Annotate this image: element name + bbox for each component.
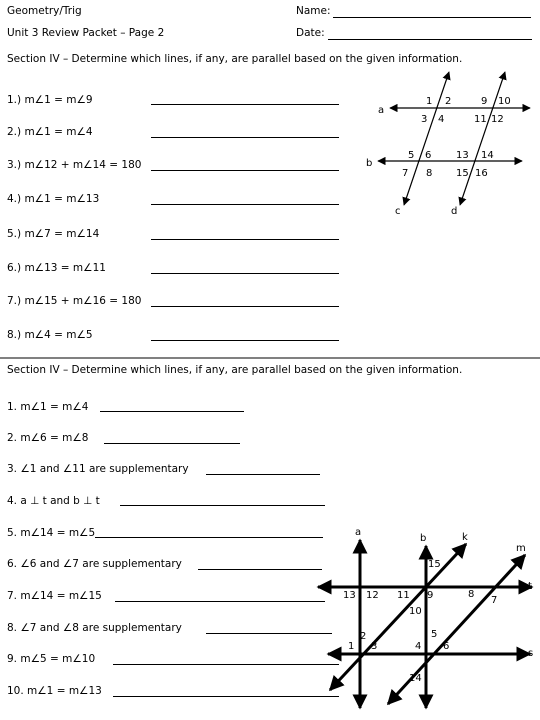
angle-label: 11 xyxy=(474,114,487,125)
answer-line-2-2[interactable] xyxy=(104,443,240,444)
line-label-k: k xyxy=(462,532,468,543)
line-c xyxy=(404,72,452,205)
angle-label: 1 xyxy=(348,641,355,652)
question-1-1: 1.) m∠1 = m∠9 xyxy=(7,94,93,106)
line-label-a: a xyxy=(355,527,362,538)
angle-label: 14 xyxy=(481,150,494,161)
question-2-3: 3. ∠1 and ∠11 are supplementary xyxy=(7,463,189,475)
date-label: Date: xyxy=(296,27,325,39)
answer-line-2-6[interactable] xyxy=(198,569,322,570)
line-label-m: m xyxy=(516,543,526,554)
angle-label: 8 xyxy=(468,589,475,600)
course-title: Geometry/Trig xyxy=(7,5,82,17)
angle-label: 6 xyxy=(443,641,450,652)
angle-label: 2 xyxy=(360,631,367,642)
angle-label: 12 xyxy=(491,114,504,125)
answer-line-2-8[interactable] xyxy=(206,633,332,634)
line-label-b: b xyxy=(420,533,427,544)
question-1-8: 8.) m∠4 = m∠5 xyxy=(7,329,93,341)
section1-title: Section IV – Determine which lines, if any, are parallel based on the given information. xyxy=(7,53,463,65)
answer-line-2-5[interactable] xyxy=(95,537,323,538)
answer-line-2-9[interactable] xyxy=(113,664,339,665)
angle-label: 4 xyxy=(415,641,422,652)
angle-label: 5 xyxy=(431,629,438,640)
question-1-4: 4.) m∠1 = m∠13 xyxy=(7,193,100,205)
question-2-8: 8. ∠7 and ∠8 are supplementary xyxy=(7,622,182,634)
line-label-d: d xyxy=(451,206,458,217)
angle-label: 9 xyxy=(481,96,488,107)
line-label-b: b xyxy=(366,158,373,169)
angle-label: 9 xyxy=(427,590,434,601)
question-1-6: 6.) m∠13 = m∠11 xyxy=(7,262,106,274)
angle-label: 6 xyxy=(425,150,432,161)
line-label-t: t xyxy=(528,581,532,592)
angle-label: 10 xyxy=(409,606,422,617)
line-label-c: c xyxy=(395,206,401,217)
name-label: Name: xyxy=(296,5,331,17)
angle-label: 4 xyxy=(438,114,445,125)
angle-label: 5 xyxy=(408,150,415,161)
question-2-4: 4. a ⊥ t and b ⊥ t xyxy=(7,495,100,507)
angle-label: 16 xyxy=(475,168,488,179)
angle-label: 15 xyxy=(428,559,441,570)
question-1-2: 2.) m∠1 = m∠4 xyxy=(7,126,93,138)
question-2-6: 6. ∠6 and ∠7 are supplementary xyxy=(7,558,182,570)
angle-label: 3 xyxy=(371,641,378,652)
line-k xyxy=(330,544,466,690)
question-2-1: 1. m∠1 = m∠4 xyxy=(7,401,89,413)
angle-label: 14 xyxy=(409,673,422,684)
answer-line-2-10[interactable] xyxy=(113,696,339,697)
answer-line-2-3[interactable] xyxy=(206,474,320,475)
angle-label: 11 xyxy=(397,590,410,601)
line-label-a: a xyxy=(378,105,385,116)
line-label-s: s xyxy=(528,648,534,659)
answer-line-2-7[interactable] xyxy=(115,601,325,602)
angle-label: 2 xyxy=(445,96,452,107)
figure-parallel-lines-2 xyxy=(318,540,532,708)
section2-title: Section IV – Determine which lines, if any, are parallel based on the given information. xyxy=(7,364,463,376)
angle-label: 13 xyxy=(456,150,469,161)
angle-label: 10 xyxy=(498,96,511,107)
question-1-7: 7.) m∠15 + m∠16 = 180 xyxy=(7,295,142,307)
angle-label: 7 xyxy=(402,168,409,179)
angle-label: 1 xyxy=(426,96,433,107)
packet-title: Unit 3 Review Packet – Page 2 xyxy=(7,27,165,39)
angle-label: 3 xyxy=(421,114,428,125)
angle-label: 8 xyxy=(426,168,433,179)
angle-label: 15 xyxy=(456,168,469,179)
question-2-2: 2. m∠6 = m∠8 xyxy=(7,432,89,444)
angle-label: 7 xyxy=(491,595,498,606)
question-2-7: 7. m∠14 = m∠15 xyxy=(7,590,102,602)
question-2-9: 9. m∠5 = m∠10 xyxy=(7,653,96,665)
question-2-5: 5. m∠14 = m∠5 xyxy=(7,527,96,539)
angle-label: 12 xyxy=(366,590,379,601)
line-d xyxy=(460,72,505,205)
question-1-5: 5.) m∠7 = m∠14 xyxy=(7,228,100,240)
answer-line-2-1[interactable] xyxy=(100,411,244,412)
question-2-10: 10. m∠1 = m∠13 xyxy=(7,685,102,697)
question-1-3: 3.) m∠12 + m∠14 = 180 xyxy=(7,159,142,171)
answer-line-2-4[interactable] xyxy=(120,505,325,506)
angle-label: 13 xyxy=(343,590,356,601)
